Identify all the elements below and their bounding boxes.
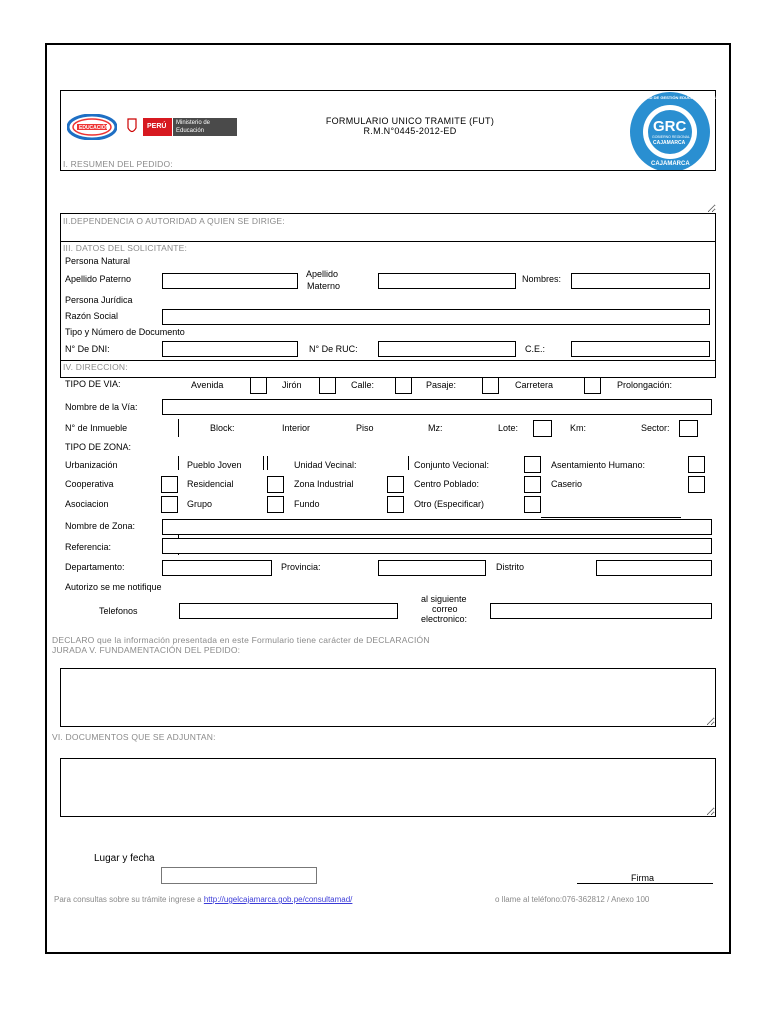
distrito-label: Distrito (496, 562, 525, 572)
section-datos: III. DATOS DEL SOLICITANTE: (63, 243, 188, 253)
telefono-text: o llame al teléfono:076-362812 / Anexo 100 (495, 895, 650, 904)
asentamiento-checkbox[interactable] (688, 456, 705, 473)
carretera-label: Carretera (515, 380, 554, 390)
fundamentacion-textarea[interactable] (60, 668, 716, 727)
section-dependencia: II.DEPENDENCIA O AUTORIDAD A QUIEN SE DIRIGE: (63, 216, 285, 226)
razon-social-label: Razón Social (65, 311, 119, 321)
persona-juridica-label: Persona Jurídica (65, 295, 133, 305)
ruc-input[interactable] (378, 341, 516, 357)
distrito-input[interactable] (596, 560, 712, 576)
ce-input[interactable] (571, 341, 710, 357)
education-logo (67, 114, 117, 140)
grupo-checkbox[interactable] (267, 496, 284, 513)
form-subtitle: R.M.N°0445-2012-ED (363, 126, 457, 136)
section-documentos: VI. DOCUMENTOS QUE SE ADJUNTAN: (52, 732, 216, 742)
declaro-text-1: DECLARO que la información presentada en este Formulario tiene carácter de DECLARACIÓN (52, 635, 430, 645)
km-label: Km: (570, 423, 587, 433)
correo-label-3: electronico: (421, 614, 468, 624)
form-title: FORMULARIO UNICO TRAMITE (FUT) (325, 116, 495, 126)
piso-label: Piso (356, 423, 374, 433)
zona-industrial-label: Zona Industrial (294, 479, 354, 489)
correo-label-1: al siguiente (421, 594, 467, 604)
centro-poblado-label: Centro Poblado: (414, 479, 480, 489)
referencia-label: Referencia: (65, 542, 112, 552)
pueblo-joven-label: Pueblo Joven (187, 460, 242, 470)
otro-label: Otro (Especificar) (414, 499, 485, 509)
firma-line (577, 883, 713, 884)
residencial-label: Residencial (187, 479, 234, 489)
jiron-checkbox[interactable] (319, 377, 336, 394)
razon-social-input[interactable] (162, 309, 710, 325)
pasaje-label: Pasaje: (426, 380, 457, 390)
grupo-label: Grupo (187, 499, 213, 509)
apellido-materno-label-2: Materno (307, 281, 341, 291)
apellido-paterno-input[interactable] (162, 273, 298, 289)
telefonos-input[interactable] (179, 603, 398, 619)
consultas-text (54, 895, 352, 905)
block-label: Block: (210, 423, 235, 433)
cooperativa-checkbox[interactable] (161, 476, 178, 493)
departamento-label: Departamento: (65, 562, 125, 572)
conjunto-vecional-label: Conjunto Vecional: (414, 460, 490, 470)
section-direccion: IV. DIRECCION: (63, 362, 128, 372)
consulta-link[interactable]: http://ugelcajamarca.gob.pe/consultamad/ (203, 895, 353, 904)
calle-checkbox[interactable] (395, 377, 412, 394)
otro-checkbox[interactable] (524, 496, 541, 513)
peru-escudo-icon (126, 116, 138, 136)
mz-label: Mz: (428, 423, 443, 433)
fundo-label: Fundo (294, 499, 320, 509)
calle-label: Calle: (351, 380, 375, 390)
resumen-textarea[interactable] (60, 170, 716, 214)
apellido-materno-label-1: Apellido (306, 269, 339, 279)
provincia-input[interactable] (378, 560, 486, 576)
nombres-label: Nombres: (522, 274, 562, 284)
nombre-zona-input[interactable] (162, 519, 712, 535)
dni-label: N° De DNI: (65, 344, 110, 354)
avenida-label: Avenida (191, 380, 224, 390)
autorizo-label: Autorizo se me notifique (65, 582, 162, 592)
tipo-documento-label: Tipo y Número de Documento (65, 327, 185, 337)
pasaje-checkbox[interactable] (482, 377, 499, 394)
sector-box[interactable] (679, 420, 698, 437)
dni-input[interactable] (162, 341, 298, 357)
correo-label-2: correo (432, 604, 458, 614)
caserio-checkbox[interactable] (688, 476, 705, 493)
avenida-checkbox[interactable] (250, 377, 267, 394)
nombre-via-label: Nombre de la Vía: (65, 402, 138, 412)
lote-box[interactable] (533, 420, 552, 437)
seal-center-text: GRC (653, 118, 687, 135)
persona-natural-label: Persona Natural (65, 256, 131, 266)
correo-input[interactable] (490, 603, 712, 619)
apellido-materno-input[interactable] (378, 273, 516, 289)
ugel-cajamarca-seal (625, 91, 715, 173)
urbanizacion-label: Urbanización (65, 460, 118, 470)
residencial-checkbox[interactable] (267, 476, 284, 493)
seal-sub1: GOBIERNO REGIONAL (652, 135, 690, 139)
fundo-checkbox[interactable] (387, 496, 404, 513)
peru-label: PERÚ (147, 123, 167, 130)
carretera-checkbox[interactable] (584, 377, 601, 394)
nombre-zona-label: Nombre de Zona: (65, 521, 136, 531)
interior-label: Interior (282, 423, 311, 433)
tipo-via-label: TIPO DE VIA: (65, 379, 121, 389)
ministry-badge (173, 118, 237, 136)
jiron-label: Jirón (282, 380, 302, 390)
conjunto-vecional-checkbox[interactable] (524, 456, 541, 473)
centro-poblado-checkbox[interactable] (524, 476, 541, 493)
peru-badge (143, 118, 172, 136)
education-logo-text: EDUCACIÓN (79, 125, 110, 131)
nombres-input[interactable] (571, 273, 710, 289)
consultas-label: Para consultas sobre su trámite ingrese a (54, 895, 204, 904)
referencia-input[interactable] (162, 538, 712, 554)
cooperativa-label: Cooperativa (65, 479, 114, 489)
prolongacion-label: Prolongación: (617, 380, 673, 390)
ministry-label: Ministerio de Educación (176, 120, 211, 134)
documentos-textarea[interactable] (60, 758, 716, 817)
tipo-zona-label: TIPO DE ZONA: (65, 442, 132, 452)
lugar-fecha-label: Lugar y fecha (94, 853, 155, 864)
lugar-fecha-input[interactable] (161, 867, 317, 884)
telefonos-label: Telefonos (99, 606, 138, 616)
ruc-label: N° De RUC: (309, 344, 358, 354)
asociacion-label: Asociacion (65, 499, 109, 509)
caserio-label: Caserio (551, 479, 583, 489)
departamento-input[interactable] (162, 560, 272, 576)
asociacion-checkbox[interactable] (161, 496, 178, 513)
declaro-text-2: JURADA V. FUNDAMENTACIÓN DEL PEDIDO: (52, 645, 241, 655)
provincia-label: Provincia: (281, 562, 321, 572)
seal-sub2: CAJAMARCA (653, 140, 686, 146)
unidad-vecinal-label: Unidad Vecinal: (294, 460, 357, 470)
section-resumen: I. RESUMEN DEL PEDIDO: (63, 159, 173, 169)
firma-label: Firma (631, 873, 654, 883)
lote-label: Lote: (498, 423, 519, 433)
sector-label: Sector: (641, 423, 670, 433)
zona-industrial-checkbox[interactable] (387, 476, 404, 493)
seal-ring-text: UNIDAD DE GESTIÓN EDUCATIVA LOCAL (637, 95, 717, 100)
ce-label: C.E.: (525, 344, 546, 354)
inmueble-label: N° de Inmueble (65, 423, 128, 433)
nombre-via-input[interactable] (162, 399, 712, 415)
seal-bottom-text: CAJAMARCA (651, 161, 690, 167)
asentamiento-label: Asentamiento Humano: (551, 460, 646, 470)
apellido-paterno-label: Apellido Paterno (65, 274, 132, 284)
